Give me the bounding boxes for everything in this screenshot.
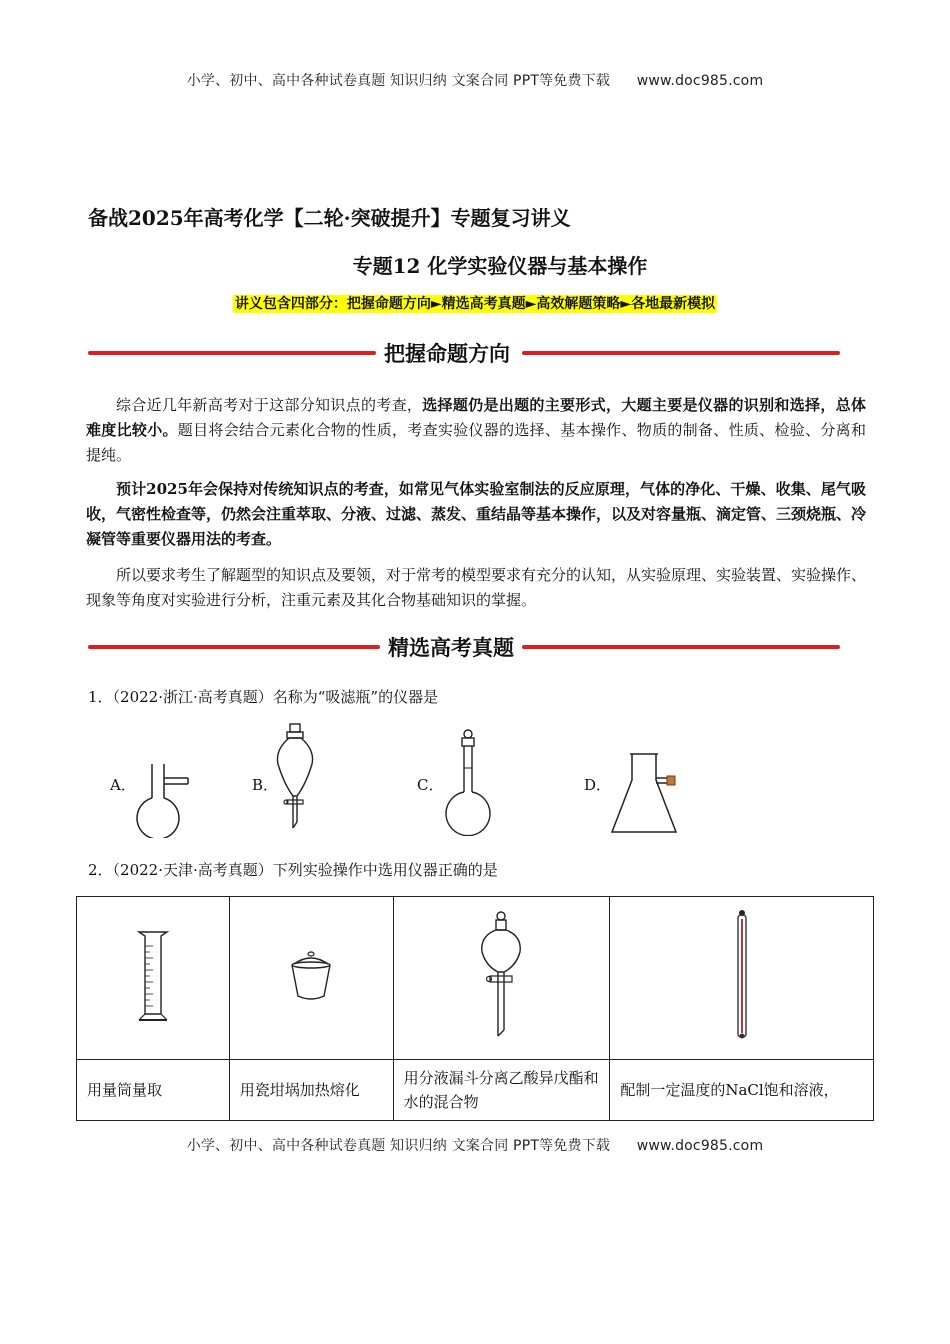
- option-c-label[interactable]: C．: [417, 776, 444, 794]
- header-url[interactable]: www.doc985.com: [636, 73, 764, 89]
- table-row: [77, 1060, 874, 1121]
- paragraph-overview: [86, 393, 866, 468]
- volumetric-flask-icon: [440, 728, 496, 836]
- separatory-funnel-icon: [476, 910, 526, 1042]
- paragraph-text: 综合近几年新高考对于这部分知识点的考查，: [116, 396, 423, 414]
- table-cell-image: [393, 897, 610, 1060]
- document-subtitle: 专题12 化学实验仪器与基本操作: [352, 254, 648, 278]
- option-d-label[interactable]: D．: [584, 776, 612, 794]
- paragraph-advice: 所以要求考生了解题型的知识点及要领，对于常考的模型要求有充分的认知，从实验原理、实验装置、实验操作、现象等角度对实验进行分析，注重元素及其化合物基础知识的掌握。: [86, 566, 867, 609]
- table-cell-text: 配制一定温度的NaCl饱和溶液，: [610, 1060, 874, 1121]
- contents-banner: [0, 293, 950, 313]
- separatory-funnel-icon: [272, 722, 318, 834]
- crucible-icon: [286, 948, 336, 1004]
- table-cell-image: [610, 897, 874, 1060]
- divider-line-left: [88, 645, 380, 649]
- table-cell-image: [77, 897, 230, 1060]
- graduated-cylinder-icon: [133, 928, 173, 1024]
- table-cell-text: 用量筒量取: [77, 1060, 230, 1121]
- suction-flask-icon: [608, 752, 688, 836]
- section-heading-exam: 精选高考真题: [388, 636, 514, 660]
- header-text: 小学、初中、高中各种试卷真题 知识归纳 文案合同 PPT等免费下载: [186, 73, 611, 89]
- section-divider-exam: [88, 634, 840, 660]
- round-flask-sidearm-icon: [134, 758, 194, 838]
- paragraph-emphasis: 选择题仍是出题的主要形式，大题主要是仪器的识别和选择，总体难度比较小。: [86, 396, 866, 439]
- page-header: [0, 70, 950, 90]
- divider-line-right: [522, 645, 840, 649]
- table-cell-text: 用分液漏斗分离乙酸异戊酯和水的混合物: [393, 1060, 610, 1121]
- apparatus-table: [76, 896, 874, 1121]
- table-row: [77, 897, 874, 1060]
- divider-line-right: [522, 351, 840, 355]
- paragraph-forecast: [86, 477, 866, 552]
- footer-url[interactable]: www.doc985.com: [636, 1138, 764, 1154]
- table-cell-image: [229, 897, 393, 1060]
- thermometer-icon: [732, 909, 752, 1043]
- section-heading-direction: 把握命题方向: [384, 342, 510, 366]
- section-divider-direction: [88, 340, 840, 366]
- question-2-stem: 2．（2022·天津·高考真题）下列实验操作中选用仪器正确的是: [88, 861, 498, 879]
- page-footer: [0, 1135, 950, 1155]
- option-a-label[interactable]: A．: [110, 776, 136, 794]
- contents-text: 讲义包含四部分：把握命题方向►精选高考真题►高效解题策略►各地最新模拟: [234, 296, 716, 312]
- question-1-stem: 1．（2022·浙江·高考真题）名称为“吸滤瓶”的仪器是: [88, 688, 439, 706]
- footer-text: 小学、初中、高中各种试卷真题 知识归纳 文案合同 PPT等免费下载: [186, 1138, 611, 1154]
- paragraph-emphasis: 预计2025年会保持对传统知识点的考查，如常见气体实验室制法的反应原理，气体的净化、干燥、收集、尾气吸收，气密性检查等，仍然会注重萃取、分液、过滤、蒸发、重结晶等基本操作，以及对容量瓶、滴定管、三颈烧瓶、冷凝管等重要仪器用法的考查。: [86, 480, 867, 548]
- document-title: 备战2025年高考化学【二轮·突破提升】专题复习讲义: [88, 206, 571, 230]
- divider-line-left: [88, 351, 376, 355]
- option-b-label[interactable]: B．: [252, 776, 279, 794]
- paragraph-text: 题目将会结合元素化合物的性质，考查实验仪器的选择、基本操作、物质的制备、性质、检验、分离和提纯。: [86, 421, 866, 464]
- table-cell-text: 用瓷坩埚加热熔化: [229, 1060, 393, 1121]
